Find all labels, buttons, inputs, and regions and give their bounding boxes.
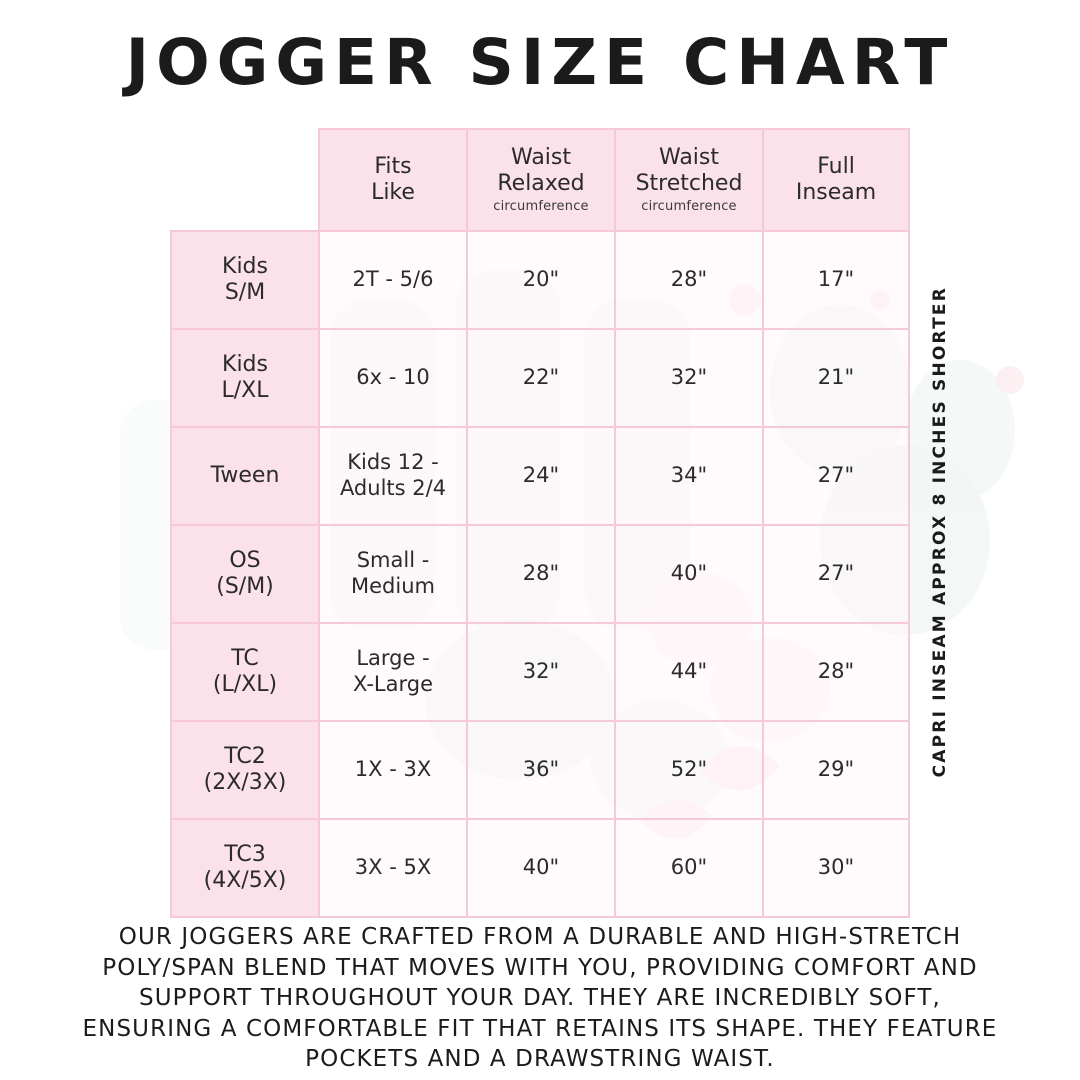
cell-full-inseam: 29": [763, 721, 909, 819]
table-body: [171, 231, 909, 917]
cell-fits-like: Large - X-Large: [319, 623, 467, 721]
capri-inseam-note: [930, 252, 950, 812]
row-header-size: TC2 (2X/3X): [171, 721, 319, 819]
cell-waist-relaxed: 24": [467, 427, 615, 525]
cell-waist-relaxed: 22": [467, 329, 615, 427]
table-row: [171, 623, 909, 721]
cell-waist-stretched: 52": [615, 721, 763, 819]
column-header-waist-relaxed: Waist Relaxed circumference: [467, 129, 615, 231]
fabric-description-line: POLY/SPAN BLEND THAT MOVES WITH YOU, PROVIDING COMFORT AND: [102, 954, 978, 981]
cell-fits-like: 2T - 5/6: [319, 231, 467, 329]
cell-waist-relaxed: 28": [467, 525, 615, 623]
cell-waist-stretched: 32": [615, 329, 763, 427]
cell-full-inseam: 30": [763, 819, 909, 917]
table-header: [171, 129, 909, 231]
cell-waist-relaxed: 40": [467, 819, 615, 917]
cell-full-inseam: 17": [763, 231, 909, 329]
cell-fits-like: 1X - 3X: [319, 721, 467, 819]
size-chart-table: [170, 128, 910, 918]
column-header-full-inseam: Full Inseam: [763, 129, 909, 231]
cell-full-inseam: 28": [763, 623, 909, 721]
cell-waist-stretched: 34": [615, 427, 763, 525]
size-chart-container: [170, 128, 908, 918]
cell-fits-like: 6x - 10: [319, 329, 467, 427]
row-header-size: TC3 (4X/5X): [171, 819, 319, 917]
row-header-size: Tween: [171, 427, 319, 525]
cell-full-inseam: 21": [763, 329, 909, 427]
table-row: [171, 819, 909, 917]
cell-waist-stretched: 28": [615, 231, 763, 329]
fabric-description-line: OUR JOGGERS ARE CRAFTED FROM A DURABLE AND HIGH-STRETCH: [118, 924, 962, 950]
row-header-size: TC (L/XL): [171, 623, 319, 721]
cell-waist-relaxed: 36": [467, 721, 615, 819]
column-header-fits-like: Fits Like: [319, 129, 467, 231]
table-row: [171, 231, 909, 329]
table-row: [171, 329, 909, 427]
corner-blank-cell: [171, 129, 319, 231]
table-row: [171, 427, 909, 525]
cell-fits-like: Kids 12 - Adults 2/4: [319, 427, 467, 525]
cell-waist-stretched: 44": [615, 623, 763, 721]
cell-fits-like: Small - Medium: [319, 525, 467, 623]
cell-full-inseam: 27": [763, 525, 909, 623]
fabric-description-line: POCKETS AND A DRAWSTRING WAIST.: [305, 1046, 775, 1073]
cell-waist-relaxed: 32": [467, 623, 615, 721]
capri-inseam-note-label: CAPRI INSEAM APPROX 8 INCHES SHORTER: [930, 286, 950, 778]
row-header-size: OS (S/M): [171, 525, 319, 623]
cell-waist-stretched: 40": [615, 525, 763, 623]
table-row: [171, 721, 909, 819]
cell-waist-relaxed: 20": [467, 231, 615, 329]
page-title: JOGGER SIZE CHART: [125, 26, 955, 99]
row-header-size: Kids S/M: [171, 231, 319, 329]
column-header-waist-stretched: Waist Stretched circumference: [615, 129, 763, 231]
fabric-description-line: ENSURING A COMFORTABLE FIT THAT RETAINS ITS SHAPE. THEY FEATURE: [82, 1015, 998, 1042]
cell-waist-stretched: 60": [615, 819, 763, 917]
row-header-size: Kids L/XL: [171, 329, 319, 427]
fabric-description-line: SUPPORT THROUGHOUT YOUR DAY. THEY ARE INCREDIBLY SOFT,: [139, 985, 941, 1012]
table-row: [171, 525, 909, 623]
cell-full-inseam: 27": [763, 427, 909, 525]
cell-fits-like: 3X - 5X: [319, 819, 467, 917]
fabric-description: [50, 922, 1030, 1075]
